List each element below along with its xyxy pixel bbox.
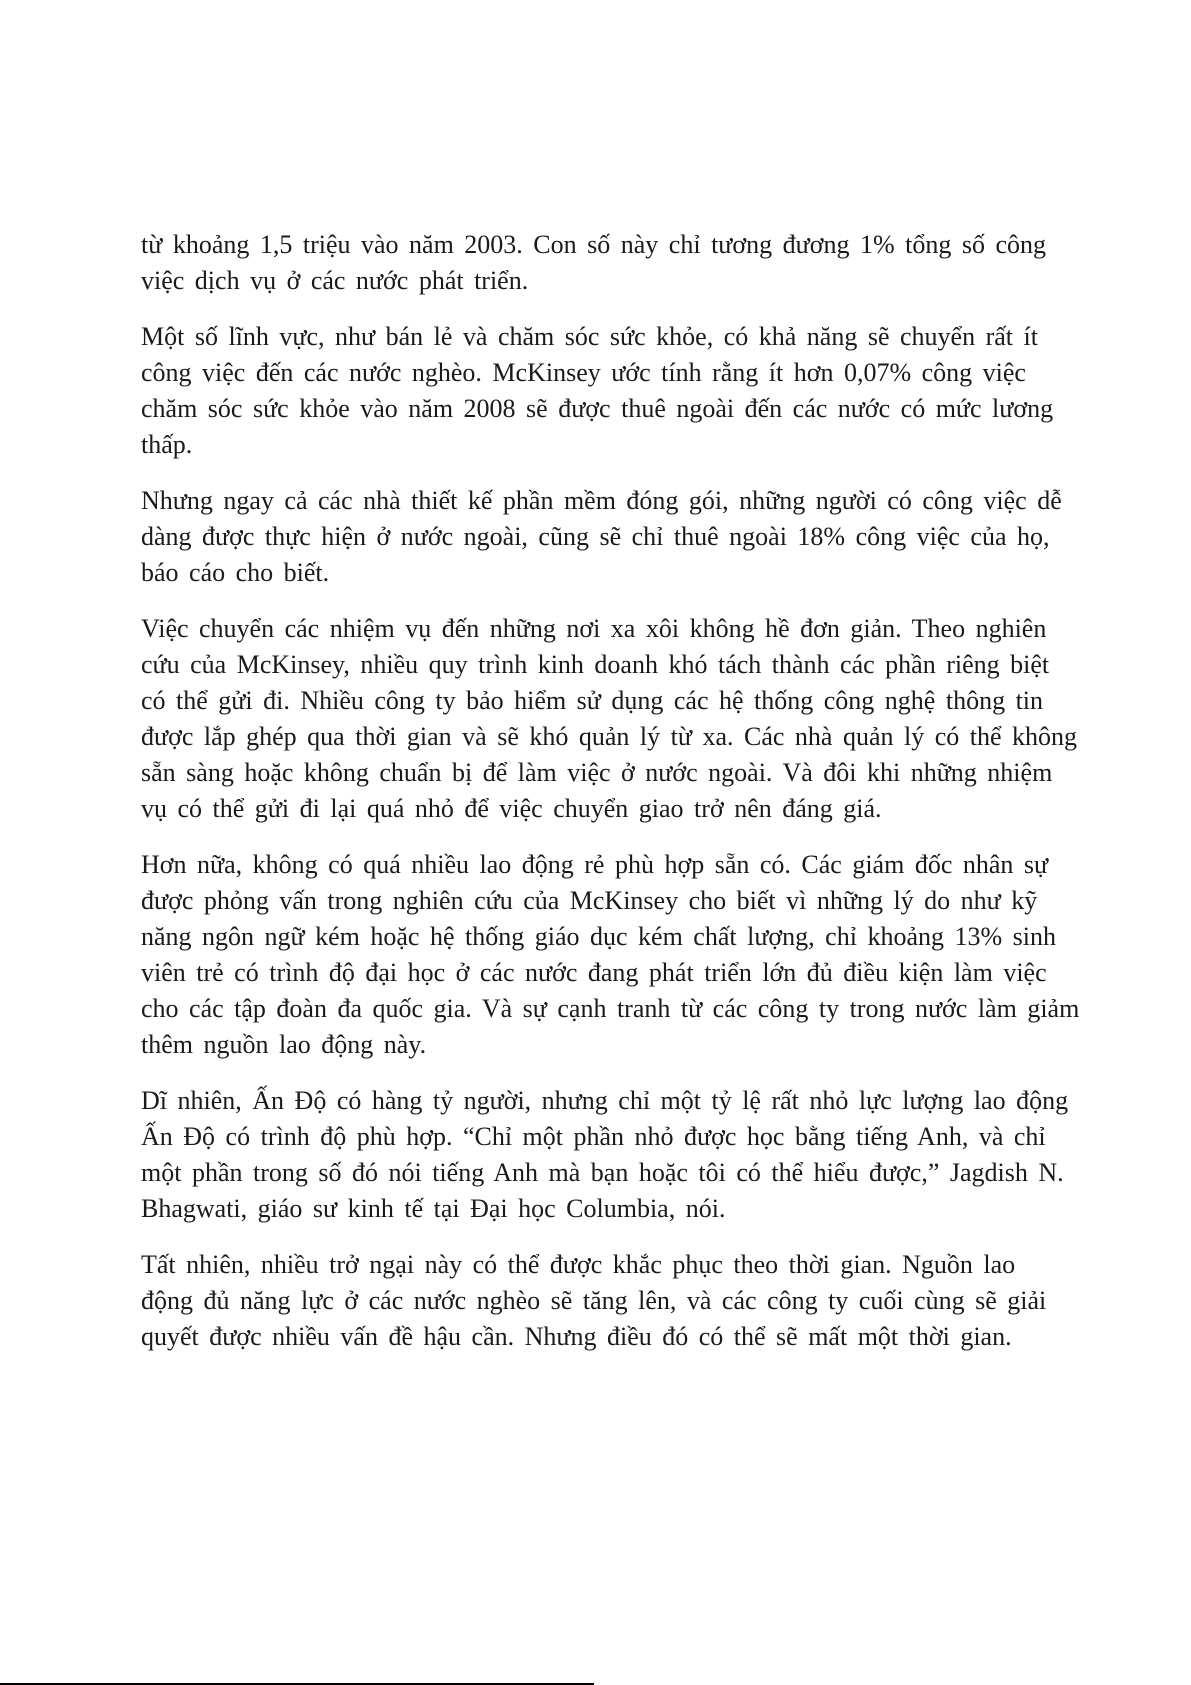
- text-line: chăm sóc sức khỏe vào năm 2008 sẽ được thuê ngoài đến các nước có mức lương: [141, 394, 1054, 423]
- text-line: năng ngôn ngữ kém hoặc hệ thống giáo dục kém chất lượng, chỉ khoảng 13% sinh: [141, 922, 1056, 951]
- paragraph-4: [141, 611, 1143, 827]
- paragraph-7: [141, 1247, 1143, 1355]
- paragraph-5: [141, 847, 1143, 1063]
- paragraph-2: [141, 319, 1143, 463]
- text-line: một phần trong số đó nói tiếng Anh mà bạn hoặc tôi có thể hiểu được,” Jagdish N.: [141, 1158, 1064, 1187]
- text-line: Dĩ nhiên, Ấn Độ có hàng tỷ người, nhưng chỉ một tỷ lệ rất nhỏ lực lượng lao động: [141, 1086, 1069, 1115]
- document-body: [141, 227, 1143, 1375]
- text-line: Bhagwati, giáo sư kinh tế tại Đại học Columbia, nói.: [141, 1194, 726, 1223]
- text-line: cho các tập đoàn đa quốc gia. Và sự cạnh tranh từ các công ty trong nước làm giảm: [141, 994, 1080, 1023]
- text-line: việc dịch vụ ở các nước phát triển.: [141, 266, 529, 295]
- text-line: được lắp ghép qua thời gian và sẽ khó quản lý từ xa. Các nhà quản lý có thể không: [141, 722, 1078, 751]
- text-line: Một số lĩnh vực, như bán lẻ và chăm sóc sức khỏe, có khả năng sẽ chuyển rất ít: [141, 322, 1038, 351]
- text-line: có thể gửi đi. Nhiều công ty bảo hiểm sử dụng các hệ thống công nghệ thông tin: [141, 686, 1044, 715]
- text-line: sẵn sàng hoặc không chuẩn bị để làm việc ở nước ngoài. Và đôi khi những nhiệm: [141, 758, 1053, 787]
- text-line: Hơn nữa, không có quá nhiều lao động rẻ phù hợp sẵn có. Các giám đốc nhân sự: [141, 850, 1049, 879]
- text-line: công việc đến các nước nghèo. McKinsey ước tính rằng ít hơn 0,07% công việc: [141, 358, 1026, 387]
- text-line: Tất nhiên, nhiều trở ngại này có thể được khắc phục theo thời gian. Nguồn lao: [141, 1250, 1016, 1279]
- text-line: Việc chuyển các nhiệm vụ đến những nơi xa xôi không hề đơn giản. Theo nghiên: [141, 614, 1047, 643]
- text-line: từ khoảng 1,5 triệu vào năm 2003. Con số này chỉ tương đương 1% tổng số công: [141, 230, 1047, 259]
- text-line: cứu của McKinsey, nhiều quy trình kinh doanh khó tách thành các phần riêng biệt: [141, 650, 1050, 679]
- text-line: dàng được thực hiện ở nước ngoài, cũng sẽ chỉ thuê ngoài 18% công việc của họ,: [141, 522, 1050, 551]
- paragraph-6: [141, 1083, 1143, 1227]
- text-line: vụ có thể gửi đi lại quá nhỏ để việc chuyển giao trở nên đáng giá.: [141, 794, 882, 823]
- text-line: Nhưng ngay cả các nhà thiết kế phần mềm đóng gói, những người có công việc dễ: [141, 486, 1062, 515]
- text-line: viên trẻ có trình độ đại học ở các nước đang phát triển lớn đủ điều kiện làm việc: [141, 958, 1047, 987]
- text-line: thêm nguồn lao động này.: [141, 1030, 427, 1059]
- text-line: động đủ năng lực ở các nước nghèo sẽ tăng lên, và các công ty cuối cùng sẽ giải: [141, 1286, 1047, 1315]
- text-line: thấp.: [141, 430, 193, 459]
- paragraph-3: [141, 483, 1143, 591]
- text-line: được phỏng vấn trong nghiên cứu của McKinsey cho biết vì những lý do như kỹ: [141, 886, 1038, 915]
- paragraph-1: [141, 227, 1143, 299]
- text-line: quyết được nhiều vấn đề hậu cần. Nhưng điều đó có thể sẽ mất một thời gian.: [141, 1322, 1012, 1351]
- text-line: Ấn Độ có trình độ phù hợp. “Chỉ một phần nhỏ được học bằng tiếng Anh, và chỉ: [141, 1122, 1046, 1151]
- text-line: báo cáo cho biết.: [141, 558, 330, 587]
